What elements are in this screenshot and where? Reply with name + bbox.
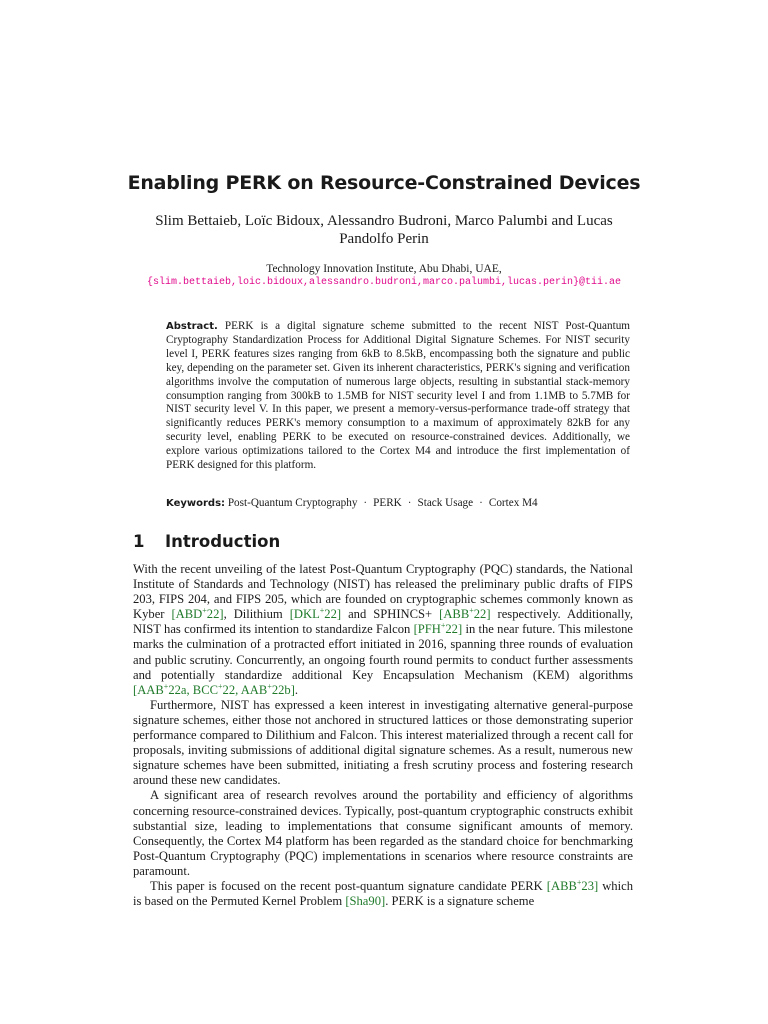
paragraph: A significant area of research revolves around the portability and efficiency of algorithms concerning resource-constrained devices. Typically, post-quantum cryptographic constructs exhibit substantial size, leading to implementations that consume significant amounts of memory. Consequently, the Cortex M4 platform has been regarded as the standard choice for benchmarking Post-Quantum Cryptography (PQC) implementations in scenarios where resource constraints are paramount. [133, 788, 633, 878]
section-heading [133, 532, 280, 551]
citation-link[interactable]: [DKL+22] [289, 606, 342, 622]
keyword-separator: · [407, 497, 412, 509]
paragraph: With the recent unveiling of the latest Post-Quantum Cryptography (PQC) standards, the National Institute of Standards and Technology (NIST) has released the preliminary public drafts of FIPS 203, FIPS 204, and FIPS 205, which are founded on cryptographic schemes commonly known as Kyber [ABD+22], Dilithium [DKL+22] and SPHINCS+ [ABB+22] respectively. Additionally, NIST has confirmed its intention to standardize Falcon [PFH+22] in the near future. This milestone marks the culmination of a protracted effort initiated in 2016, spanning three rounds of evaluation and public scrutiny. Concurrently, an ongoing fourth round permits to conduct further assessments and potentially standardize additional Key Encapsulation Mechanism (KEM) algorithms [AAB+22a, BCC+22, AAB+22b]. [133, 562, 633, 697]
keyword: Stack Usage [417, 497, 474, 509]
citation-link[interactable]: [AAB+22a, BCC+22, AAB+22b] [133, 681, 295, 697]
section-number: 1 [133, 532, 145, 551]
keyword: PERK [373, 497, 402, 509]
keywords [166, 496, 636, 511]
abstract-text: PERK is a digital signature scheme submitted to the recent NIST Post-Quantum Cryptography Standardization Process for Additional Digital Signature Schemes. For NIST security level I, PERK features sizes ranging from 6kB to 8.5kB, encompassing both the signature and public key, depending on the parameter set. Given its inherent characteristics, PERK's signing and verification algorithms involve the computation of numerous large objects, resulting in substantial stack-memory consumption ranging from 300kB to 1.5MB for NIST security level I and from 1.1MB to 5.7MB for NIST security level V. In this paper, we present a memory-versus-performance trade-off strategy that significantly reduces PERK's memory consumption to a maximum of approximately 82kB for any security level, enabling PERK to be executed on resource-constrained devices. Additionally, we explore various optimizations tailored to the Cortex M4 and introduce the first implementation of PERK designed for this platform. [166, 320, 630, 472]
abstract-label: Abstract. [166, 321, 218, 332]
citation-link[interactable]: [ABB+23] [546, 877, 599, 893]
keywords-label: Keywords: [166, 498, 226, 509]
affiliation: Technology Innovation Institute, Abu Dhabi, UAE, [266, 263, 502, 275]
citation-link[interactable]: [ABB+22] [439, 606, 491, 622]
keyword-separator: · [479, 497, 483, 509]
paper-title: Enabling PERK on Resource-Constrained Devices [127, 172, 641, 194]
paragraph: Furthermore, NIST has expressed a keen interest in investigating alternative general-purpose signature schemes, either those not anchored in structured lattices or those demonstrating superior performance compared to Dilithium and Falcon. This interest materialized through a recent call for proposals, inviting submissions of additional digital signature schemes. As a result, numerous new signature schemes have been submitted, initiating a fresh scrutiny process and fostering research around these new candidates. [133, 697, 633, 788]
section-body [133, 562, 633, 909]
citation-link[interactable]: [ABD+22] [171, 606, 224, 622]
citation-link[interactable]: [Sha90] [345, 894, 386, 909]
author-emails[interactable]: {slim.bettaieb,loic.bidoux,alessandro.budroni,marco.palumbi,lucas.perin}@tii.ae [146, 277, 622, 288]
author-list: Slim Bettaieb, Loïc Bidoux, Alessandro Budroni, Marco Palumbi and Lucas Pandolfo Perin [155, 213, 613, 247]
keyword-separator: · [363, 497, 368, 509]
keyword: Cortex M4 [488, 497, 538, 509]
paragraph: This paper is focused on the recent post-quantum signature candidate PERK [ABB+23] which is based on the Permuted Kernel Problem [Sha90]. PERK is a signature scheme [133, 877, 633, 909]
citation-link[interactable]: [PFH+22] [413, 621, 463, 637]
keyword: Post-Quantum Cryptography [227, 497, 358, 509]
section-title: Introduction [165, 532, 281, 551]
abstract [166, 320, 630, 473]
